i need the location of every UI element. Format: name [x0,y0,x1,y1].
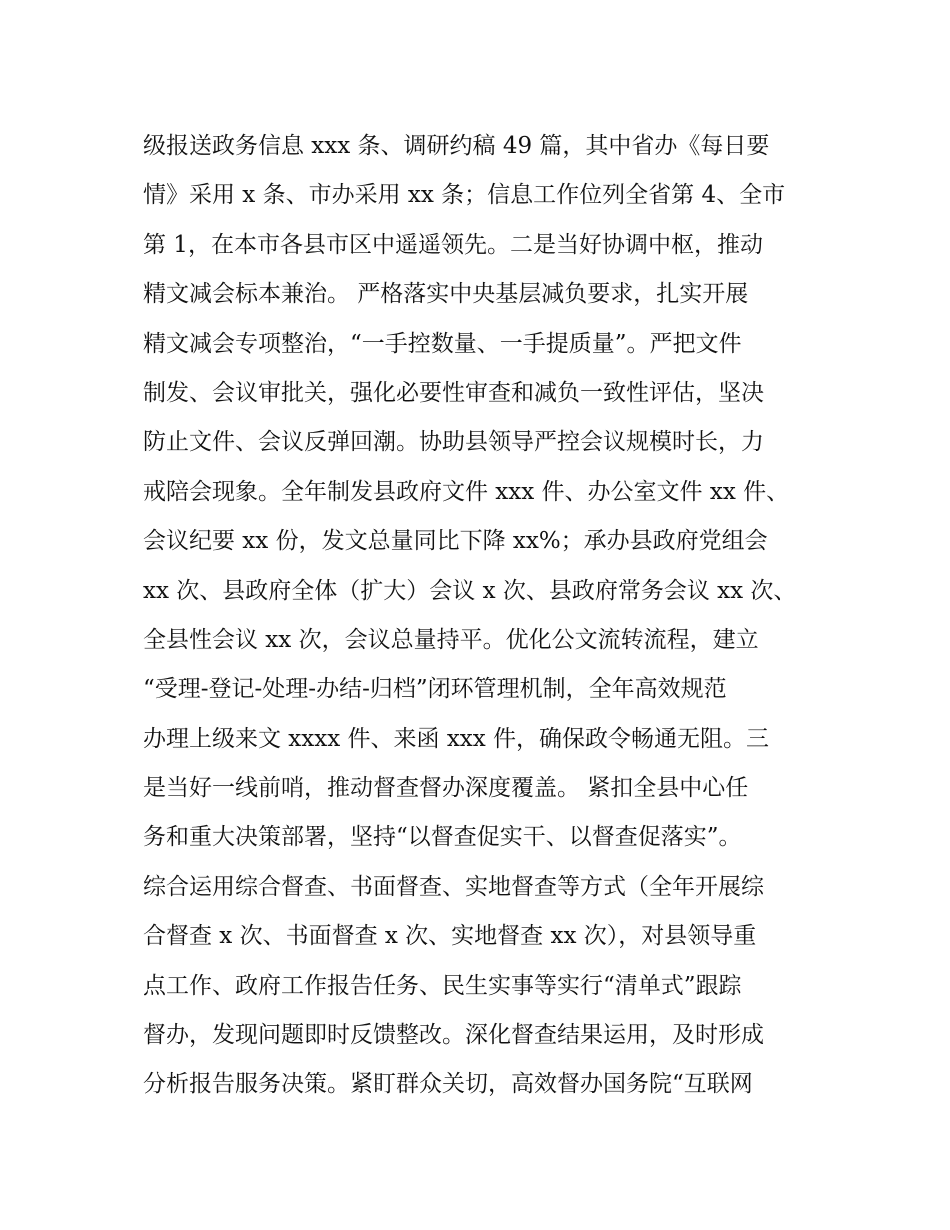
text-line: 防止文件、会议反弹回潮。协助县领导严控会议规模时长，力 [143,429,764,456]
text-line: 全县性会议 xx 次，会议总量持平。优化公文流转流程，建立 [143,626,759,653]
text-line: 分析报告服务决策。紧盯群众关切，高效督办国务院“互联网 [143,1071,753,1098]
text-line: 会议纪要 xx 份，发文总量同比下降 xx%；承办县政府党组会 [143,528,768,555]
text-line: 级报送政务信息 xxx 条、调研约稿 49 篇，其中省办《每日要 [143,133,770,159]
text-line: 情》采用 x 条、市办采用 xx 条；信息工作位列全省第 4、全市 [143,182,786,209]
text-line: 精文减会标本兼治。 严格落实中央基层减负要求，扎实开展 [143,281,749,308]
text-line: 务和重大决策部署，坚持“以督查促实干、以督查促落实”。 [143,824,742,851]
text-line: 办理上级来文 xxxx 件、来函 xxx 件，确保政令畅通无阻。三 [143,725,770,752]
text-line: 点工作、政府工作报告任务、民生实事等实行“清单式”跟踪 [143,972,742,999]
text-line: 精文减会专项整治，“一手控数量、一手提质量”。严把文件 [143,330,742,357]
text-line: xx 次、县政府全体（扩大）会议 x 次、县政府常务会议 xx 次、 [143,577,797,604]
text-line: “受理-登记-处理-办结-归档”闭环管理机制，全年高效规范 [143,676,727,703]
text-line: 综合运用综合督查、书面督查、实地督查等方式（全年开展综 [143,873,764,900]
text-line: 是当好一线前哨，推动督查督办深度覆盖。 紧扣全县中心任 [143,775,749,802]
text-line: 制发、会议审批关，强化必要性审查和减负一致性评估，坚决 [143,379,764,406]
text-line: 合督查 x 次、书面督查 x 次、实地督查 xx 次），对县领导重 [143,923,757,950]
text-line: 第 1，在本市各县市区中遥遥领先。二是当好协调中枢，推动 [143,231,763,258]
body-paragraph [143,122,823,1110]
text-line: 戒陪会现象。全年制发县政府文件 xxx 件、办公室文件 xx 件、 [143,478,790,505]
text-line: 督办，发现问题即时反馈整改。深化督查结果运用，及时形成 [143,1022,764,1049]
